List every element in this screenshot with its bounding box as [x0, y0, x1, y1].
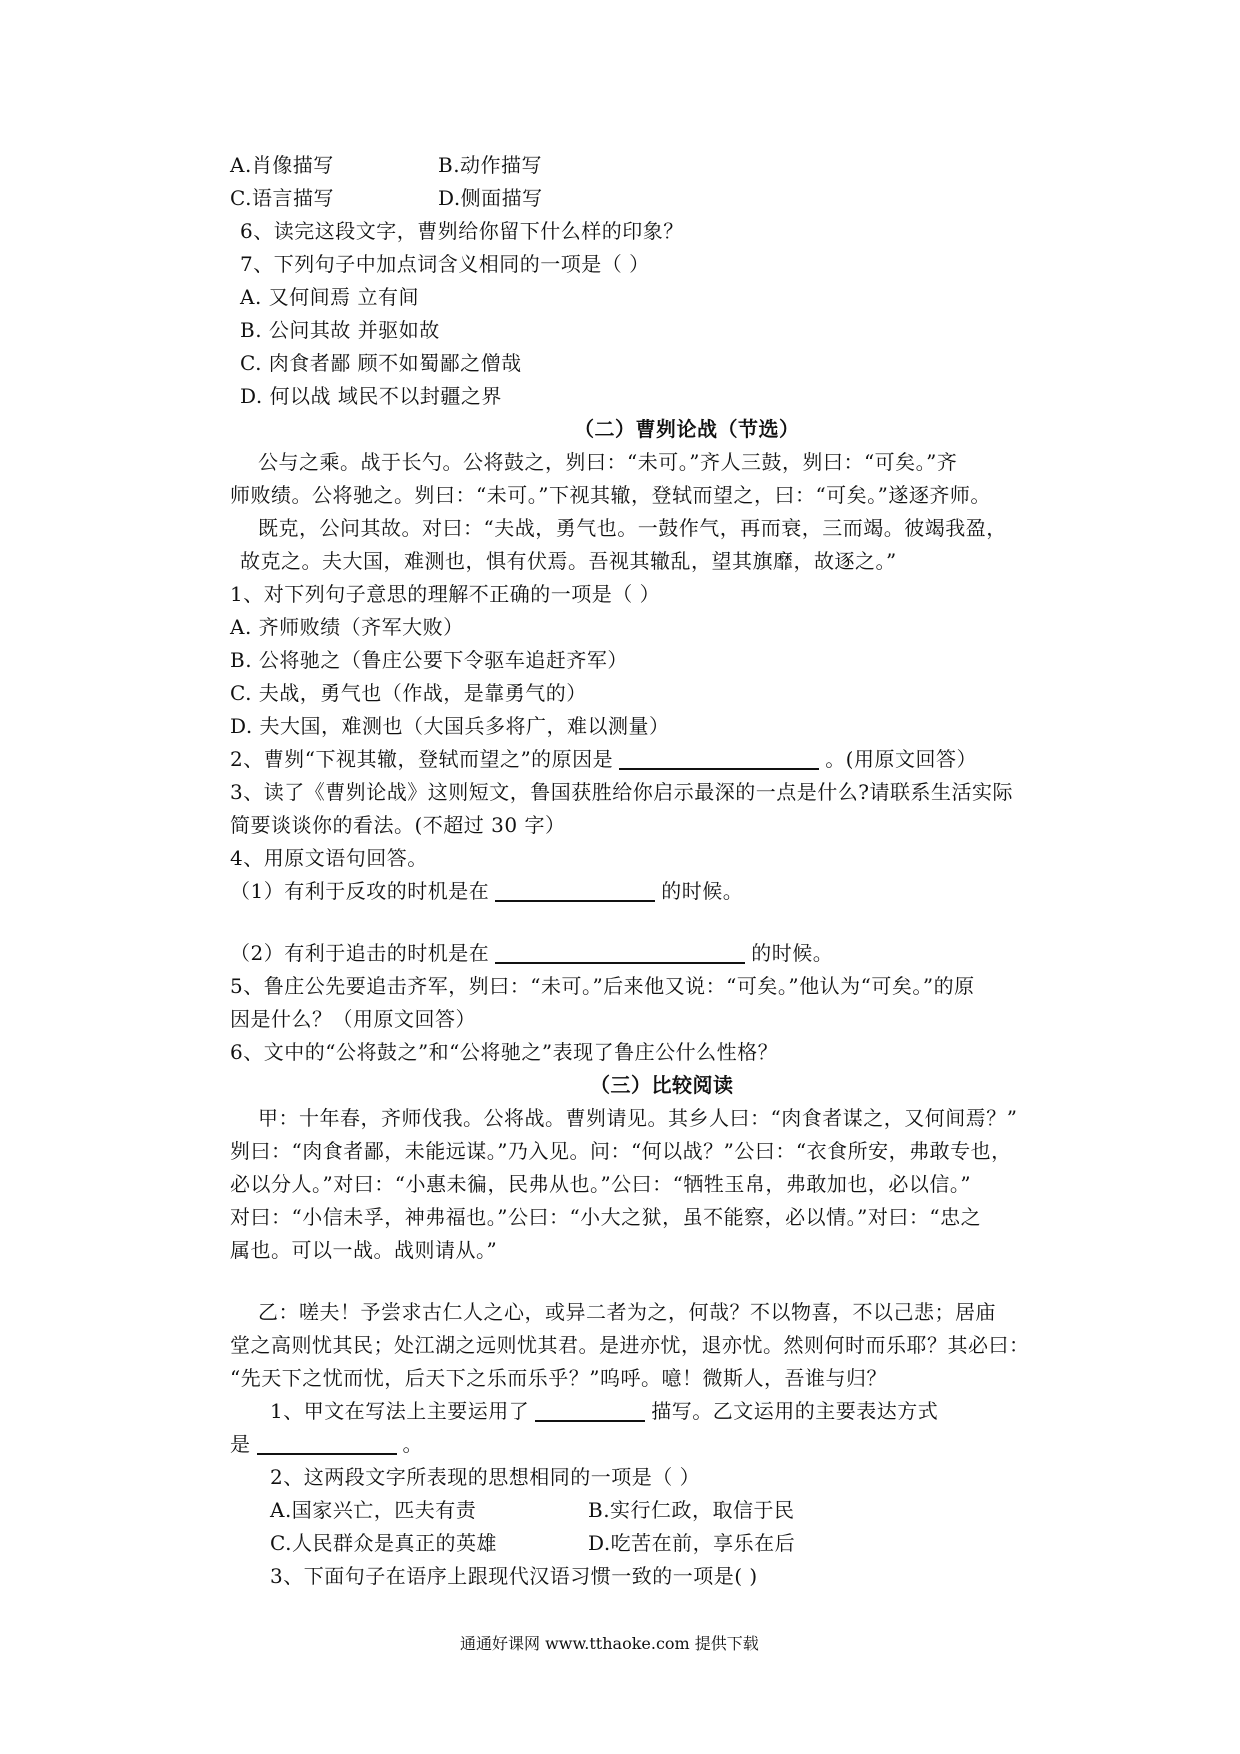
question-2-4-1 [230, 876, 743, 906]
question-2-4: 4、用原文语句回答。 [230, 846, 428, 870]
question-2-3-line-1: 3、读了《曹刿论战》这则短文，鲁国获胜给你启示最深的一点是什么?请联系生活实际 [230, 780, 1013, 804]
answer-blank[interactable] [619, 746, 819, 770]
page-footer: 通通好课网 www.tthaoke.com 提供下载 [460, 1634, 759, 1653]
option-a: A.肖像描写 [230, 153, 334, 177]
question-3-1-text: 1、甲文在写法上主要运用了 [270, 1399, 530, 1423]
question-2-4-1-suffix: 的时候。 [661, 879, 744, 903]
question-2-3-line-2: 简要谈谈你的看法。(不超过 30 字） [230, 813, 566, 837]
question-3-1-line-1 [270, 1396, 938, 1426]
answer-blank[interactable] [257, 1431, 397, 1455]
option-b: B.动作描写 [438, 153, 543, 177]
option-c: C.语言描写 [230, 186, 334, 210]
question-7-option-a: A. 又何间焉 立有间 [240, 285, 420, 309]
passage-jia-line-3: 必以分人。”对曰：“小惠未徧，民弗从也。”公曰：“牺牲玉帛，弗敢加也，必以信。” [230, 1172, 972, 1196]
question-2-2-suffix: 。(用原文回答） [825, 747, 977, 771]
question-3-2-option-b: B.实行仁政，取信于民 [588, 1498, 795, 1522]
passage-jia-line-5: 属也。可以一战。战则请从。” [230, 1238, 498, 1262]
passage-jia-line-2: 刿曰：“肉食者鄙，未能远谋。”乃入见。问：“何以战？”公曰：“衣食所安，弗敢专也， [230, 1139, 1012, 1163]
section-title-2: （二）曹刿论战（节选） [574, 417, 800, 441]
question-2-5-line-2: 因是什么？（用原文回答） [230, 1007, 476, 1031]
question-7: 7、下列句子中加点词含义相同的一项是（ ） [240, 252, 650, 276]
question-3-2-option-c: C.人民群众是真正的英雄 [270, 1531, 497, 1555]
question-2-4-2-suffix: 的时候。 [751, 941, 834, 965]
passage-yi-line-1: 乙：嗟夫！予尝求古仁人之心，或异二者为之，何哉？不以物喜，不以己悲；居庙 [258, 1300, 996, 1324]
option-d: D.侧面描写 [438, 186, 543, 210]
question-2-4-2-text: （2）有利于追击的时机是在 [230, 941, 490, 965]
question-2-4-1-text: （1）有利于反攻的时机是在 [230, 879, 490, 903]
question-3-1-text-cont: 描写。乙文运用的主要表达方式 [651, 1399, 939, 1423]
answer-blank[interactable] [535, 1398, 645, 1422]
question-6: 6、读完这段文字，曹刿给你留下什么样的印象？ [240, 219, 684, 243]
answer-blank[interactable] [495, 940, 745, 964]
passage-jia-line-1: 甲：十年春，齐师伐我。公将战。曹刿请见。其乡人曰：“肉食者谋之，又何间焉？” [258, 1106, 1018, 1130]
question-2-1-option-b: B. 公将驰之（鲁庄公要下令驱车追赶齐军） [230, 648, 628, 672]
question-3-3: 3、下面句子在语序上跟现代汉语习惯一致的一项是( ) [270, 1564, 758, 1588]
question-3-1-suffix: 。 [402, 1432, 423, 1456]
question-7-option-d: D. 何以战 域民不以封疆之界 [240, 384, 502, 408]
question-3-2-option-a: A.国家兴亡，匹夫有责 [270, 1498, 477, 1522]
question-2-1-option-d: D. 夫大国，难测也（大国兵多将广，难以测量） [230, 714, 670, 738]
question-3-1-line-2 [230, 1429, 423, 1459]
question-2-2 [230, 744, 977, 774]
question-2-1-option-a: A. 齐师败绩（齐军大败） [230, 615, 464, 639]
question-2-4-2 [230, 938, 833, 968]
answer-blank[interactable] [495, 878, 655, 902]
passage-jia-line-4: 对曰：“小信未孚，神弗福也。”公曰：“小大之狱，虽不能察，必以情。”对曰：“忠之 [230, 1205, 982, 1229]
question-2-2-text: 2、曹刿“下视其辙，登轼而望之”的原因是 [230, 747, 614, 771]
passage-yi-line-3: “先天下之忧而忧，后天下之乐而乐乎？”呜呼。噫！微斯人，吾谁与归？ [230, 1366, 887, 1390]
passage-2-line-3: 既克，公问其故。对曰：“夫战，勇气也。一鼓作气，再而衰，三而竭。彼竭我盈， [258, 516, 1007, 540]
question-2-6: 6、文中的“公将鼓之”和“公将驰之”表现了鲁庄公什么性格？ [230, 1040, 779, 1064]
question-2-5-line-1: 5、鲁庄公先要追击齐军，刿曰：“未可。”后来他又说：“可矣。”他认为“可矣。”的原 [230, 974, 975, 998]
question-3-2: 2、这两段文字所表现的思想相同的一项是（ ） [270, 1465, 701, 1489]
question-3-2-option-d: D.吃苦在前，享乐在后 [588, 1531, 796, 1555]
passage-2-line-2: 师败绩。公将驰之。刿曰：“未可。”下视其辙，登轼而望之，曰：“可矣。”遂逐齐师。 [230, 483, 991, 507]
question-2-1: 1、对下列句子意思的理解不正确的一项是（ ） [230, 582, 661, 606]
passage-2-line-1: 公与之乘。战于长勺。公将鼓之，刿曰：“未可。”齐人三鼓，刿曰：“可矣。”齐 [258, 450, 958, 474]
passage-yi-line-2: 堂之高则忧其民；处江湖之远则忧其君。是进亦忧，退亦忧。然则何时而乐耶？其必曰： [230, 1333, 1030, 1357]
passage-2-line-4: 故克之。夫大国，难测也，惧有伏焉。吾视其辙乱，望其旗靡，故逐之。” [240, 549, 897, 573]
section-title-3: （三）比较阅读 [590, 1073, 734, 1097]
question-2-1-option-c: C. 夫战，勇气也（作战，是靠勇气的） [230, 681, 587, 705]
question-7-option-c: C. 肉食者鄙 顾不如蜀鄙之僧哉 [240, 351, 522, 375]
question-3-1-prefix: 是 [230, 1432, 251, 1456]
question-7-option-b: B. 公问其故 并驱如故 [240, 318, 440, 342]
